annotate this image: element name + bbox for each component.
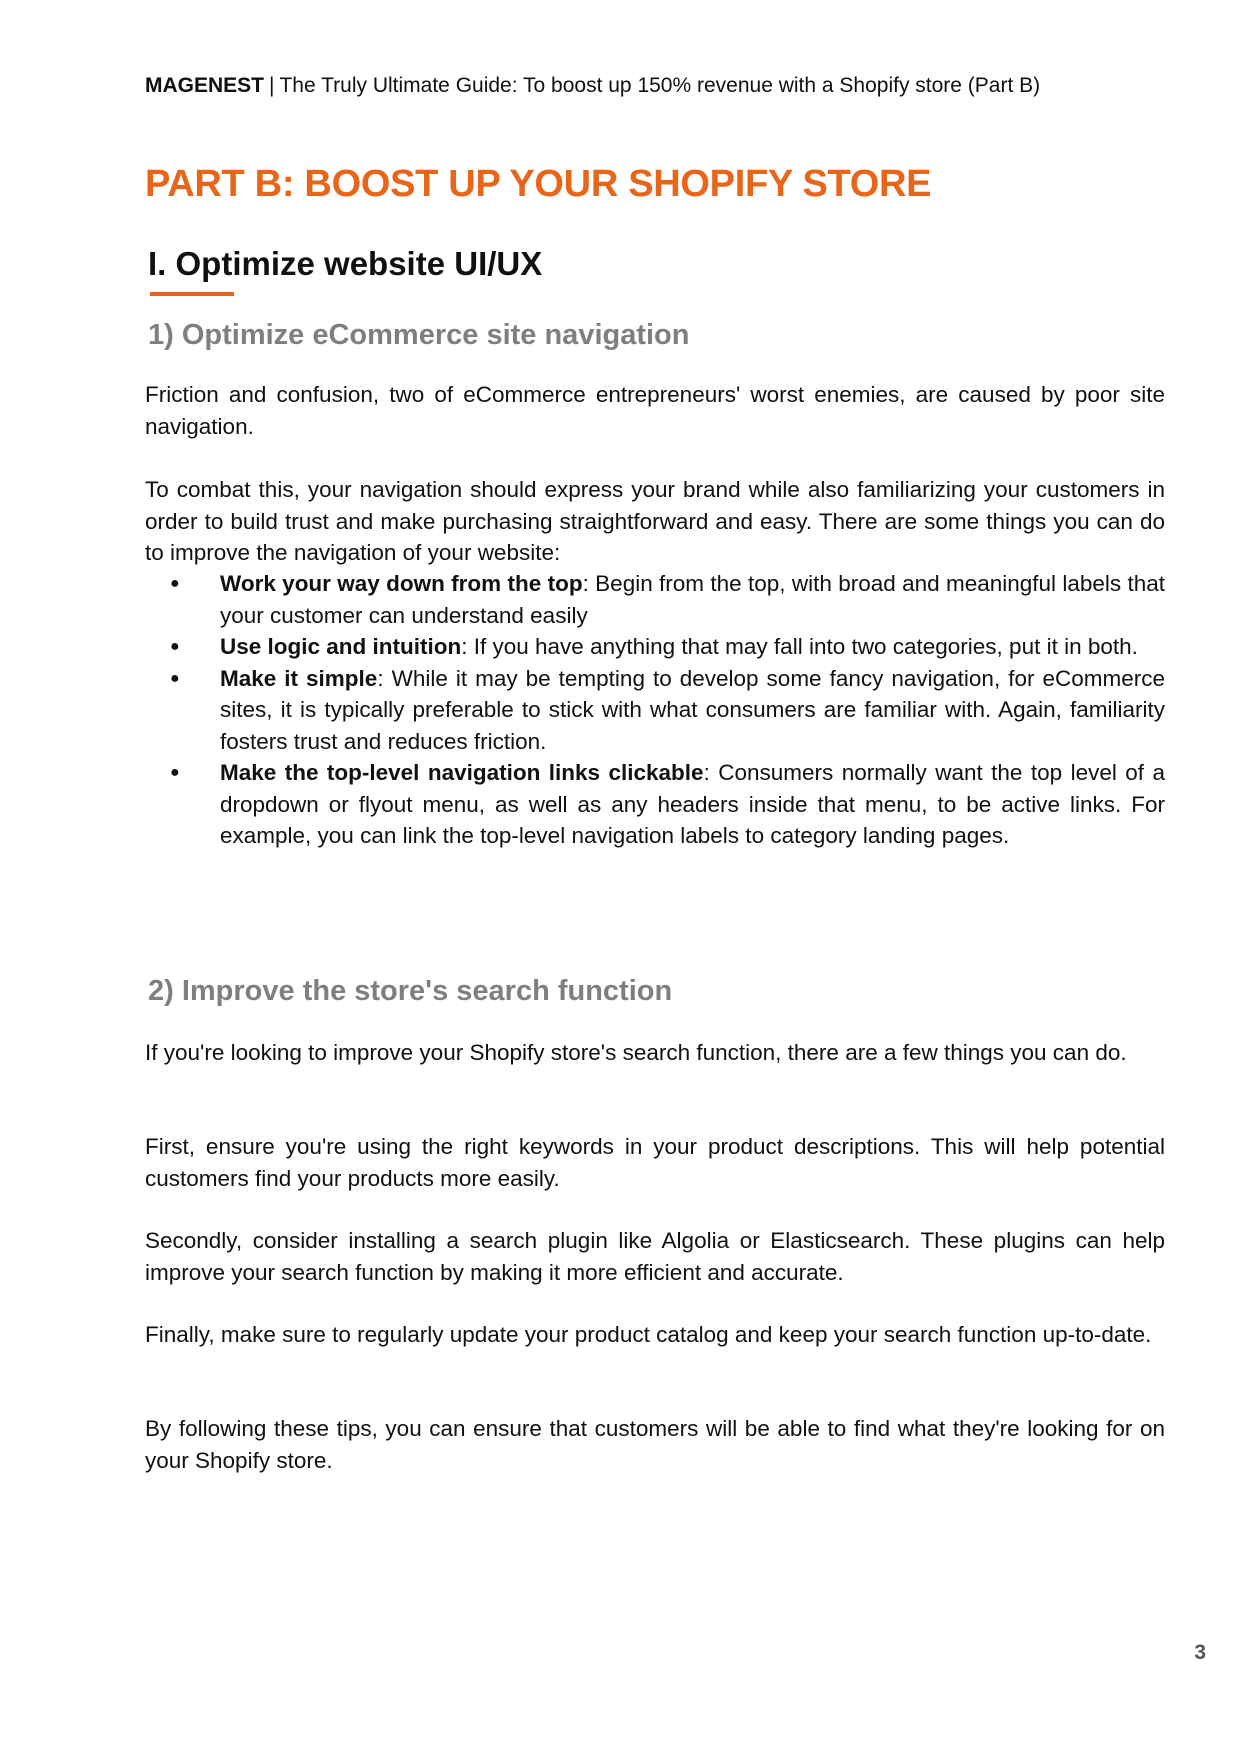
subsection-2-title: 2) Improve the store's search function bbox=[148, 975, 673, 1007]
list-item bbox=[145, 663, 1165, 758]
bullet-icon: ● bbox=[170, 669, 180, 687]
section-underline bbox=[150, 292, 234, 296]
header-separator: | bbox=[269, 74, 275, 97]
list-item bbox=[145, 568, 1165, 631]
bullet-icon: ● bbox=[170, 575, 180, 592]
subsection-2-paragraph-2: First, ensure you're using the right keywords in your product descriptions. This will help potential customers find your products more easily. bbox=[145, 1134, 1165, 1191]
list-item-bold: Make it simple bbox=[220, 665, 378, 691]
navigation-tips-list bbox=[145, 568, 1165, 852]
list-item bbox=[145, 757, 1165, 852]
list-item-bold: Work your way down from the top bbox=[220, 571, 583, 596]
list-item-bold: Make the top-level navigation links clickable bbox=[220, 760, 704, 785]
page-number: 3 bbox=[1194, 1641, 1206, 1664]
list-item-bold: Use logic and intuition bbox=[220, 634, 462, 659]
subsection-2-paragraph-3: Secondly, consider installing a search plugin like Algolia or Elasticsearch. These plugins can help improve your search function by making it more efficient and accurate. bbox=[145, 1228, 1165, 1285]
list-item-text: : If you have anything that may fall into two categories, put it in both. bbox=[461, 634, 1138, 659]
list-item bbox=[145, 631, 1165, 663]
list-item-text: : While it may be tempting to develop some fancy navigation, for eCommerce sites, it is typically preferable to stick with what consumers are familiar with. Again, familiarity fosters trust and reduces friction. bbox=[220, 665, 1165, 754]
subsection-2-paragraph-4: Finally, make sure to regularly update your product catalog and keep your search function up-to-date. bbox=[145, 1322, 1152, 1347]
subsection-2-paragraph-1: If you're looking to improve your Shopify store's search function, there are a few things you can do. bbox=[145, 1040, 1127, 1065]
part-title: PART B: BOOST UP YOUR SHOPIFY STORE bbox=[145, 163, 932, 205]
subsection-2-paragraph-5: By following these tips, you can ensure that customers will be able to find what they're looking for on your Shopify store. bbox=[145, 1416, 1165, 1473]
subsection-1-title: 1) Optimize eCommerce site navigation bbox=[148, 319, 690, 351]
list-item-text: : Consumers normally want the top level of a dropdown or flyout menu, as well as any headers inside that menu, to be active links. For example, you can link the top-level navigation labels to category landing pages. bbox=[220, 760, 1165, 848]
subsection-1-paragraph-2: To combat this, your navigation should express your brand while also familiarizing your customers in order to build trust and make purchasing straightforward and easy. There are some things you can do to improve the navigation of your website: bbox=[145, 477, 1165, 565]
bullet-icon: ● bbox=[170, 764, 180, 781]
header-title: The Truly Ultimate Guide: To boost up 150% revenue with a Shopify store (Part B) bbox=[279, 74, 1041, 97]
bullet-icon: ● bbox=[170, 638, 180, 655]
section-title: I. Optimize website UI/UX bbox=[148, 245, 543, 282]
running-header bbox=[145, 72, 1040, 100]
header-brand: MAGENEST bbox=[145, 74, 265, 97]
list-item-text: : Begin from the top, with broad and meaningful labels that your customer can understand easily bbox=[220, 571, 1165, 628]
subsection-1-paragraph-1: Friction and confusion, two of eCommerce entrepreneurs' worst enemies, are caused by poor site navigation. bbox=[145, 382, 1165, 439]
